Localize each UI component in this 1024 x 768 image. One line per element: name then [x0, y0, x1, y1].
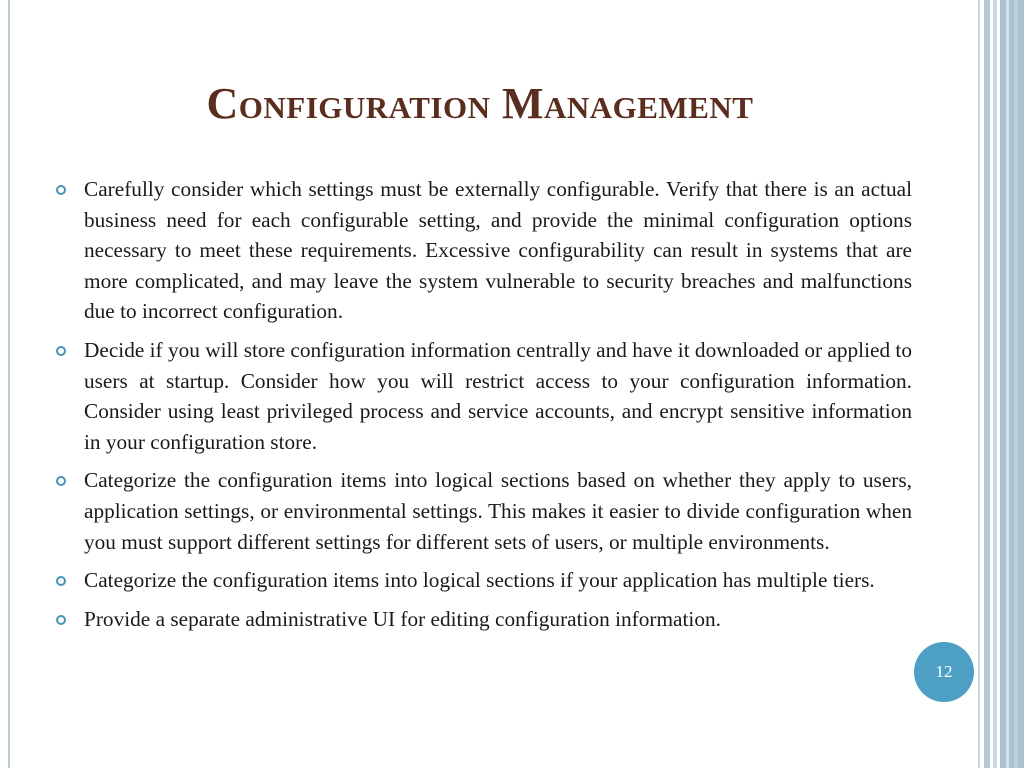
page-number-badge: 12 — [914, 642, 974, 702]
list-item — [52, 335, 912, 457]
bullet-text: Carefully consider which settings must be externally configurable. Verify that there is an actual business need for each configurable setting, and provide the minimal configuration options necessary to meet these requirements. Excessive configurability can result in systems that are more complicated, and may leave the system vulnerable to security breaches and malfunctions due to incorrect configuration. — [84, 177, 912, 324]
right-decor-stripe — [993, 0, 997, 768]
right-decor-stripe — [1014, 0, 1018, 768]
hollow-circle-bullet-icon — [56, 476, 66, 486]
list-item — [52, 174, 912, 327]
bullet-text: Provide a separate administrative UI for editing configuration information. — [84, 606, 721, 631]
right-decor-stripe — [984, 0, 990, 768]
bullet-text: Decide if you will store configuration information centrally and have it downloaded or applied to users at startup. Consider how you will restrict access to your configuration information. Consider using least privileged process and service accounts, and encrypt sensitive information in your configuration store. — [84, 337, 912, 454]
hollow-circle-bullet-icon — [56, 615, 66, 625]
right-decor-stripe — [978, 0, 980, 768]
bullet-text: Categorize the configuration items into logical sections based on whether they apply to users, application settings, or environmental settings. This makes it easier to divide configuration when you must support different settings for different sets of users, or multiple environments. — [84, 468, 912, 554]
bullet-text: Categorize the configuration items into logical sections if your application has multiple tiers. — [84, 568, 875, 593]
right-decor-stripe — [1006, 0, 1009, 768]
list-item — [52, 604, 912, 635]
bullet-list — [52, 174, 912, 642]
list-item — [52, 465, 912, 557]
slide-title: Configuration Management — [206, 79, 754, 128]
hollow-circle-bullet-icon — [56, 185, 66, 195]
hollow-circle-bullet-icon — [56, 346, 66, 356]
hollow-circle-bullet-icon — [56, 576, 66, 586]
left-frame-line — [8, 0, 10, 768]
right-decor-stripe — [1000, 0, 1024, 768]
list-item — [52, 565, 912, 596]
